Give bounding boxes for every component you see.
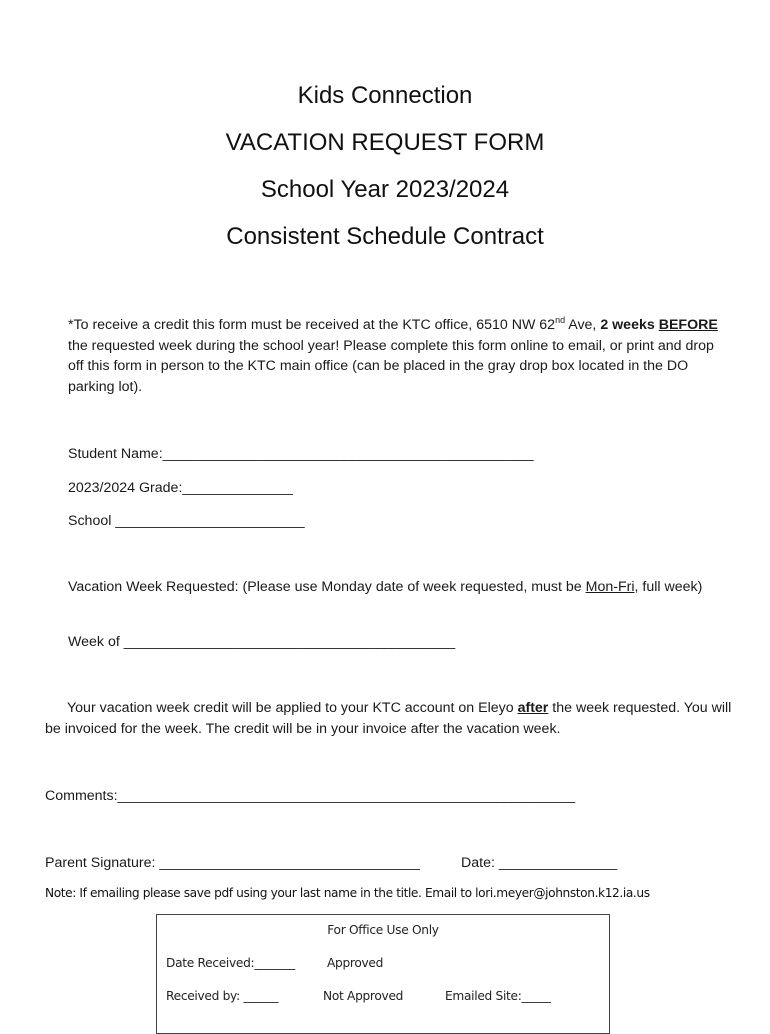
comments-field[interactable]: Comments:__________________________________________________________ [45,788,576,804]
date-field[interactable]: Date: _______________ [461,855,618,871]
school-year: School Year 2023/2024 [260,176,510,203]
date-received-field: Date Received:_______ [166,956,295,970]
email-note: Note: If emailing please save pdf using your last name in the title. Email to lori.meyer@johnston.k12.ia.us [45,886,650,900]
week-of-field[interactable]: Week of __________________________________________ [68,634,456,650]
not-approved-option: Not Approved [323,989,404,1003]
contract-title: Consistent Schedule Contract [226,223,544,250]
student-name-field[interactable]: Student Name:_______________________________________________ [68,446,534,462]
office-use-box [156,914,610,1034]
org-title: Kids Connection [297,82,473,109]
instructions-paragraph: *To receive a credit this form must be received at the KTC office, 6510 NW 62nd Ave, 2 weeks BEFORE the requested week during the school year! Please complete this form online to email, or print and drop off this form in person to the KTC main office (can be placed in the gray drop box located in the DO parking lot). [68,315,718,395]
school-field[interactable]: School ________________________ [68,513,305,529]
parent-signature-field[interactable]: Parent Signature: _________________________________ [45,855,420,871]
approved-option: Approved [327,956,384,970]
received-by-field: Received by: ______ [166,989,279,1003]
form-title: VACATION REQUEST FORM [225,129,545,156]
office-heading: For Office Use Only [327,923,439,937]
credit-paragraph: Your vacation week credit will be applied to your KTC account on Eleyo after the week requested. You will be invoiced for the week. The credit will be in your invoice after the vacation week. [45,700,732,737]
grade-field[interactable]: 2023/2024 Grade:______________ [68,480,293,496]
vacation-week-instructions: Vacation Week Requested: (Please use Monday date of week requested, must be Mon-Fri, full week) [68,579,703,595]
emailed-site-field: Emailed Site:_____ [445,989,551,1003]
